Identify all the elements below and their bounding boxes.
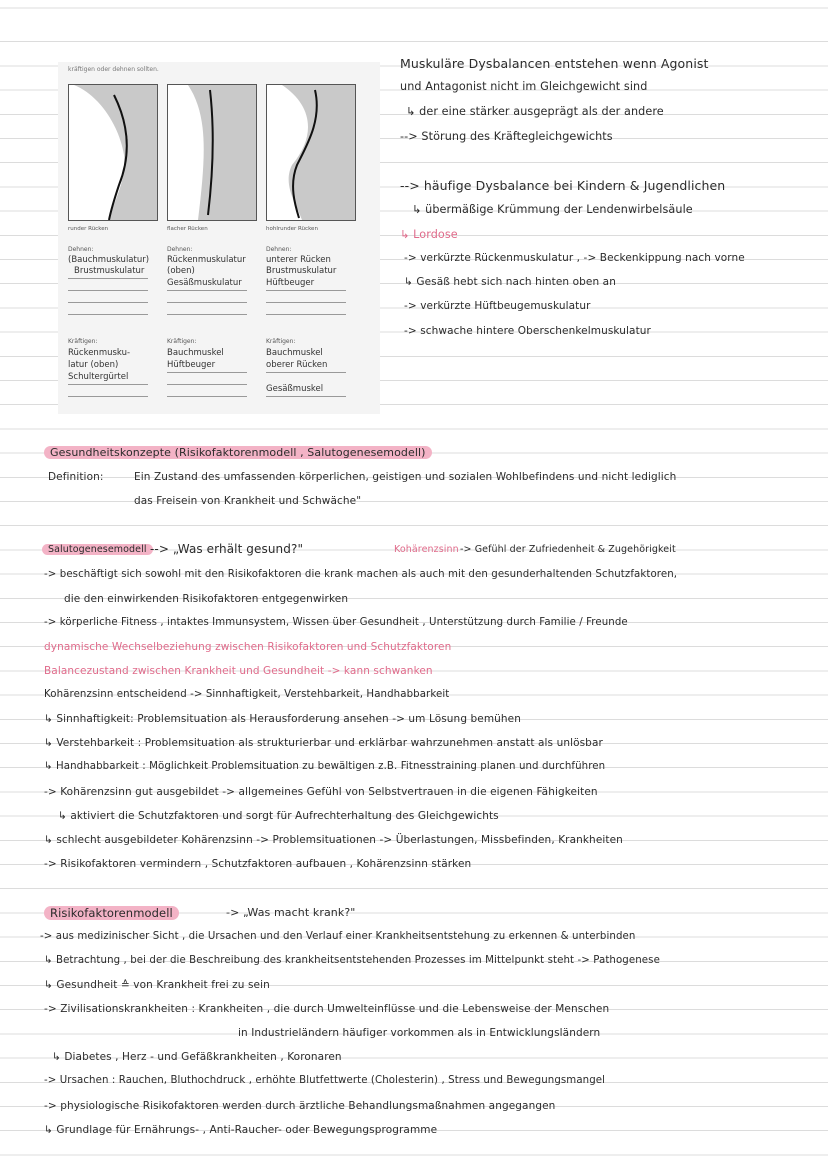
dehnen-2-line-1: Rückenmuskulatur [167,255,246,265]
note-hueftbeuge: -> verkürzte Hüftbeugemuskulatur [404,300,591,312]
saluto-line-3: -> körperliche Fitness , intaktes Immunsystem, Wissen über Gesundheit , Unterstützung durch Familie / Freunde [44,617,628,628]
risiko-line-7: -> Ursachen : Rauchen, Bluthochdruck , erhöhte Blutfettwerte (Cholesterin) , Stress und Bewegungsmangel [44,1075,606,1086]
dehnen-3-line-3: Hüftbeuger [266,278,315,288]
kraeftigen-1-line-1: Rückenmusku- [68,348,131,358]
rule [266,396,346,397]
note-dysbalancen-intro: Muskuläre Dysbalancen entstehen wenn Agonist [400,56,709,71]
kraeftigen-2-line-1: Bauchmuskel [167,348,224,358]
rule [167,396,247,397]
saluto-line-5: Balancezustand zwischen Krankheit und Gesundheit -> kann schwanken [44,665,433,677]
note-verkuerzte-ruecken: -> verkürzte Rückenmuskulatur , -> Beckenkippung nach vorne [404,252,745,264]
risiko-line-5: in Industrieländern häufiger vorkommen als in Entwicklungsländern [238,1027,601,1039]
definition-line-2: das Freisein von Krankheit und Schwäche" [134,495,362,507]
kraeftigen-3-line-1: Bauchmuskel [266,348,323,358]
saluto-line-13: -> Risikofaktoren vermindern , Schutzfaktoren aufbauen , Kohärenzsinn stärken [44,858,472,870]
saluto-line-11: ↳ aktiviert die Schutzfaktoren und sorgt für Aufrechterhaltung des Gleichgewichts [58,810,499,822]
figure-caption: kräftigen oder dehnen sollten. [68,66,159,73]
rule [167,372,247,373]
rule [167,302,247,303]
note-gesaess: ↳ Gesäß hebt sich nach hinten oben an [404,276,616,288]
heading-gesundheitskonzepte: Gesundheitskonzepte (Risikofaktorenmodell , Salutogenesemodell) [44,446,432,459]
flat-back-illustration [168,85,256,220]
saluto-line-9: ↳ Handhabbarkeit : Möglichkeit Problemsituation zu bewältigen z.B. Fitnesstraining planen und durchführen [44,761,606,772]
dehnen-1-line-2: Brustmuskulatur [74,266,145,276]
risiko-line-2: ↳ Betrachtung , bei der die Beschreibung des krankheitsentstehenden Prozesses im Mittelpunkt steht -> Pathogenese [44,955,660,966]
kraeftigen-2-line-2: Hüftbeuger [167,360,216,370]
note-oberschenkel: -> schwache hintere Oberschenkelmuskulatur [404,325,651,337]
heading-salutogenesemodell: Salutogenesemodell [42,544,153,555]
risiko-line-4: -> Zivilisationskrankheiten : Krankheiten , die durch Umwelteinflüsse und die Lebensweise der Menschen [44,1003,610,1015]
saluto-line-12: ↳ schlecht ausgebildeter Kohärenzsinn -> Problemsituationen -> Überlastungen, Missbefinden, Krankheiten [44,834,623,846]
kraeftigen-1-line-2: latur (oben) [68,360,119,370]
dehnen-2-line-2: (oben) [167,266,195,276]
rule [68,302,148,303]
risiko-question: -> „Was macht krank?" [226,906,356,919]
dehnen-3-line-1: unterer Rücken [266,255,331,265]
saluto-line-6: Kohärenzsinn entscheidend -> Sinnhaftigkeit, Verstehbarkeit, Handhabbarkeit [44,689,450,700]
heading-risikofaktorenmodell: Risikofaktorenmodell [44,906,179,920]
saluto-line-7: ↳ Sinnhaftigkeit: Problemsituation als Herausforderung ansehen -> um Lösung bemühen [44,713,521,725]
rule [167,384,247,385]
rule [68,314,148,315]
posture-panel-hollow-back [266,84,356,221]
rule [68,396,148,397]
rule [68,290,148,291]
kohaerenzsinn-note: -> Gefühl der Zufriedenheit & Zugehörigkeit [460,544,676,555]
panel-label-flat: flacher Rücken [167,226,208,232]
dehnen-head-3: Dehnen: [266,246,292,253]
definition-line-1: Ein Zustand des umfassenden körperlichen, geistigen und sozialen Wohlbefindens und nicht lediglich [134,471,677,483]
posture-panel-flat-back [167,84,257,221]
rule [68,278,148,279]
round-back-illustration [69,85,157,220]
saluto-line-10: -> Kohärenzsinn gut ausgebildet -> allgemeines Gefühl von Selbstvertrauen in die eigenen Fähigkeiten [44,786,598,798]
dehnen-3-line-2: Brustmuskulatur [266,266,337,276]
kraeftigen-3-line-4: Gesäßmuskel [266,384,324,394]
rule [167,290,247,291]
saluto-line-8: ↳ Verstehbarkeit : Problemsituation als strukturierbar und erklärbar wahrzunehmen anstatt als unlösbar [44,737,603,749]
risiko-line-9: ↳ Grundlage für Ernährungs- , Anti-Raucher- oder Bewegungsprogramme [44,1124,438,1136]
note-kruemmung: ↳ übermäßige Krümmung der Lendenwirbelsäule [412,203,693,216]
note-haeufige-dysbalance: --> häufige Dysbalance bei Kindern & Jugendlichen [400,178,726,193]
risiko-line-1: -> aus medizinischer Sicht , die Ursachen und den Verlauf einer Krankheitsentstehung zu erkennen & unterbinden [40,931,636,942]
dehnen-head-2: Dehnen: [167,246,193,253]
kraeftigen-3-line-2: oberer Rücken [266,360,328,370]
rule [167,314,247,315]
dehnen-1-line-1: (Bauchmuskulatur) [68,255,150,265]
dehnen-head-1: Dehnen: [68,246,94,253]
note-lordose: ↳ Lordose [400,228,458,241]
definition-label: Definition: [48,471,104,483]
rule [266,314,346,315]
rule [68,384,148,385]
kohaerenzsinn-tag: Kohärenzsinn [394,544,459,555]
kraeftigen-head-2: Kräftigen: [167,338,197,345]
posture-panel-round-back [68,84,158,221]
rule [266,290,346,291]
kraeftigen-1-line-3: Schultergürtel [68,372,129,382]
panel-label-round: runder Rücken [68,226,109,232]
saluto-line-2: die den einwirkenden Risikofaktoren entgegenwirken [64,593,349,605]
note-staerker: ↳ der eine stärker ausgeprägt als der andere [406,105,664,118]
rule [266,372,346,373]
posture-figure [58,62,380,414]
panel-label-hollow: hohlrunder Rücken [266,226,318,232]
saluto-line-1: -> beschäftigt sich sowohl mit den Risikofaktoren die krank machen als auch mit den gesunderhaltenden Schutzfaktoren, [44,569,678,580]
hollow-back-illustration [267,85,355,220]
note-stoerung: --> Störung des Kräftegleichgewichts [400,130,613,143]
risiko-line-3: ↳ Gesundheit ≙ von Krankheit frei zu sein [44,979,270,991]
saluto-line-4: dynamische Wechselbeziehung zwischen Risikofaktoren und Schutzfaktoren [44,641,452,653]
kraeftigen-head-1: Kräftigen: [68,338,98,345]
risiko-line-8: -> physiologische Risikofaktoren werden durch ärztliche Behandlungsmaßnahmen angegangen [44,1100,556,1112]
rule [266,302,346,303]
risiko-line-6: ↳ Diabetes , Herz - und Gefäßkrankheiten , Koronaren [52,1051,342,1063]
note-agonist-antagonist: und Antagonist nicht im Gleichgewicht sind [400,80,648,93]
dehnen-2-line-3: Gesäßmuskulatur [167,278,242,288]
kraeftigen-head-3: Kräftigen: [266,338,296,345]
salutogenese-question: --> „Was erhält gesund?" [150,542,304,556]
